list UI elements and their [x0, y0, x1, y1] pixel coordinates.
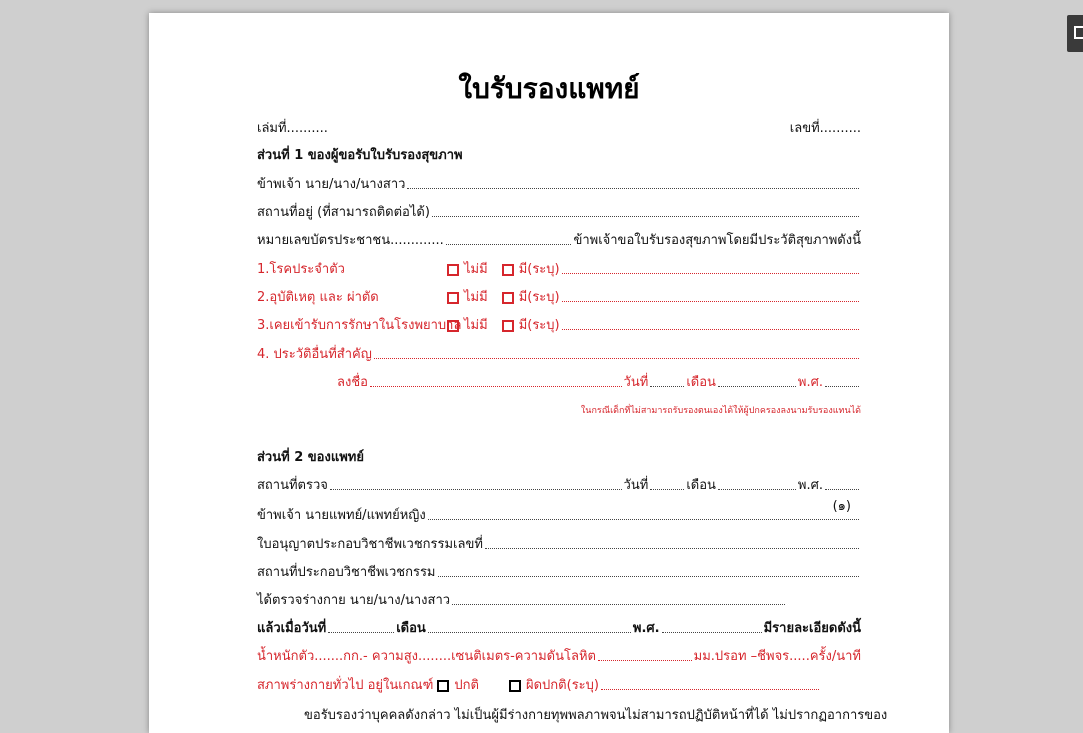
license-label: ใบอนุญาตประกอบวิชาชีพเวชกรรมเลขที่	[257, 537, 483, 552]
certify-text: ขอรับรองว่าบุคคลดังกล่าว ไม่เป็นผู้มีร่างกายทุพพลภาพจนไม่สามารถปฏิบัติหน้าที่ได้ ไม่ปรากฏอาการของ	[304, 708, 888, 723]
doctor-name-row	[257, 499, 861, 525]
history-label-1: 1.โรคประจำตัว	[257, 262, 345, 277]
book-number-row	[257, 116, 861, 138]
part1-heading-row	[257, 143, 861, 165]
document-page	[149, 13, 949, 733]
history-detail-field-2[interactable]	[562, 301, 859, 302]
sign-field[interactable]	[370, 386, 622, 387]
signature-row	[337, 370, 861, 392]
practice-place-field[interactable]	[438, 576, 860, 577]
applicant-name-row	[257, 172, 861, 194]
history-no-label-2: ไม่มี	[464, 290, 488, 305]
exam-date-year-field[interactable]	[662, 632, 762, 633]
abnormal-label: ผิดปกติ(ระบุ)	[526, 678, 599, 693]
doctor-mark: (๑)	[832, 499, 851, 514]
exam-date-day-field[interactable]	[328, 632, 394, 633]
normal-checkbox[interactable]	[437, 680, 449, 692]
bp-unit-label: มม.ปรอท –ชีพจร.....ครั้ง/นาที	[693, 649, 861, 664]
history-yes-checkbox-1[interactable]	[502, 264, 514, 276]
other-history-label: 4. ประวัติอื่นที่สำคัญ	[257, 347, 372, 362]
page-title: ใบรับรองแพทย์	[458, 72, 640, 105]
history-row-3	[257, 313, 861, 335]
part1-heading: ส่วนที่ 1 ของผู้ขอรับใบรับรองสุขภาพ	[257, 148, 463, 163]
exam-year-field[interactable]	[825, 489, 859, 490]
exam-date-prefix: แล้วเมื่อวันที่	[257, 621, 327, 636]
sign-day-label: วันที่	[623, 375, 649, 390]
id-card-label: หมายเลขบัตรประชาชน.............	[257, 233, 444, 248]
sign-year-field[interactable]	[825, 386, 859, 387]
exam-date-month: เดือน	[396, 621, 426, 636]
id-card-field[interactable]	[446, 244, 572, 245]
history-detail-field-3[interactable]	[562, 329, 859, 330]
bp-field[interactable]	[598, 660, 692, 661]
exam-date-year: พ.ศ.	[632, 621, 660, 636]
doctor-name-label: ข้าพเจ้า นายแพทย์/แพทย์หญิง	[257, 508, 426, 523]
exam-day-label: วันที่	[623, 478, 649, 493]
vitals-row	[257, 644, 861, 666]
address-field[interactable]	[432, 216, 859, 217]
doctor-name-field[interactable]	[428, 519, 859, 520]
applicant-name-label: ข้าพเจ้า นาย/นาง/นางสาว	[257, 177, 406, 192]
history-row-1	[257, 257, 861, 279]
part2-heading-row	[257, 445, 861, 467]
sign-month-field[interactable]	[718, 386, 796, 387]
abnormal-detail-field[interactable]	[601, 689, 819, 690]
practice-place-row	[257, 560, 861, 582]
address-row	[257, 200, 861, 222]
exam-place-row	[257, 473, 861, 495]
general-label: สภาพร่างกายทั่วไป อยู่ในเกณฑ์	[257, 678, 434, 693]
history-no-checkbox-2[interactable]	[447, 292, 459, 304]
history-yes-checkbox-3[interactable]	[502, 320, 514, 332]
history-no-label-1: ไม่มี	[464, 262, 488, 277]
history-yes-label-3: มี(ระบุ)	[518, 318, 560, 333]
applicant-name-field[interactable]	[407, 188, 859, 189]
sign-year-label: พ.ศ.	[797, 375, 823, 390]
history-yes-label-1: มี(ระบุ)	[518, 262, 560, 277]
examined-label: ได้ตรวจร่างกาย นาย/นาง/นางสาว	[257, 593, 451, 608]
practice-place-label: สถานที่ประกอบวิชาชีพเวชกรรม	[257, 565, 436, 580]
other-history-row	[257, 342, 861, 364]
other-history-field[interactable]	[374, 358, 859, 359]
id-card-row	[257, 228, 861, 250]
guardian-note: ในกรณีเด็กที่ไม่สามารถรับรองตนเองได้ให้ผู้ปกครองลงนามรับรองแทนได้	[580, 406, 861, 416]
certify-row	[304, 703, 888, 725]
examined-field[interactable]	[452, 604, 785, 605]
guardian-note-row	[257, 395, 861, 417]
license-row	[257, 532, 861, 554]
part2-heading: ส่วนที่ 2 ของแพทย์	[257, 450, 364, 465]
history-no-label-3: ไม่มี	[464, 318, 488, 333]
exam-month-field[interactable]	[718, 489, 796, 490]
sign-label: ลงชื่อ	[337, 375, 368, 390]
exam-place-label: สถานที่ตรวจ	[257, 478, 328, 493]
history-no-checkbox-1[interactable]	[447, 264, 459, 276]
history-label-2: 2.อุบัติเหตุ และ ผ่าตัด	[257, 290, 379, 305]
exam-place-field[interactable]	[330, 489, 622, 490]
id-card-tail: ข้าพเจ้าขอใบรับรองสุขภาพโดยมีประวัติสุขภาพดังนี้	[573, 233, 861, 248]
exam-year-label: พ.ศ.	[797, 478, 823, 493]
general-condition-row	[257, 673, 821, 695]
history-detail-field-1[interactable]	[562, 273, 859, 274]
exam-date-month-field[interactable]	[428, 632, 631, 633]
weight-label: น้ำหนักตัว.......กก.- ความสูง........เซนติเมตร-ความดันโลหิต	[257, 649, 596, 664]
toolbar-toggle-button[interactable]	[1067, 15, 1083, 52]
book-no: เล่มที่..........	[257, 121, 328, 136]
normal-label: ปกติ	[454, 678, 479, 693]
history-no-checkbox-3[interactable]	[447, 320, 459, 332]
history-yes-checkbox-2[interactable]	[502, 292, 514, 304]
exam-day-field[interactable]	[650, 489, 684, 490]
abnormal-checkbox[interactable]	[509, 680, 521, 692]
history-yes-label-2: มี(ระบุ)	[518, 290, 560, 305]
history-label-3: 3.เคยเข้ารับการรักษาในโรงพยาบาล	[257, 318, 462, 333]
address-label: สถานที่อยู่ (ที่สามารถติดต่อได้)	[257, 205, 430, 220]
license-field[interactable]	[485, 548, 859, 549]
sign-month-label: เดือน	[686, 375, 716, 390]
examined-row	[257, 588, 787, 610]
panel-icon	[1074, 26, 1083, 39]
doc-number: เลขที่..........	[789, 121, 861, 136]
history-row-2	[257, 285, 861, 307]
exam-month-label: เดือน	[686, 478, 716, 493]
sign-day-field[interactable]	[650, 386, 684, 387]
exam-date-suffix: มีรายละเอียดดังนี้	[763, 621, 861, 636]
exam-date-row	[257, 616, 861, 638]
